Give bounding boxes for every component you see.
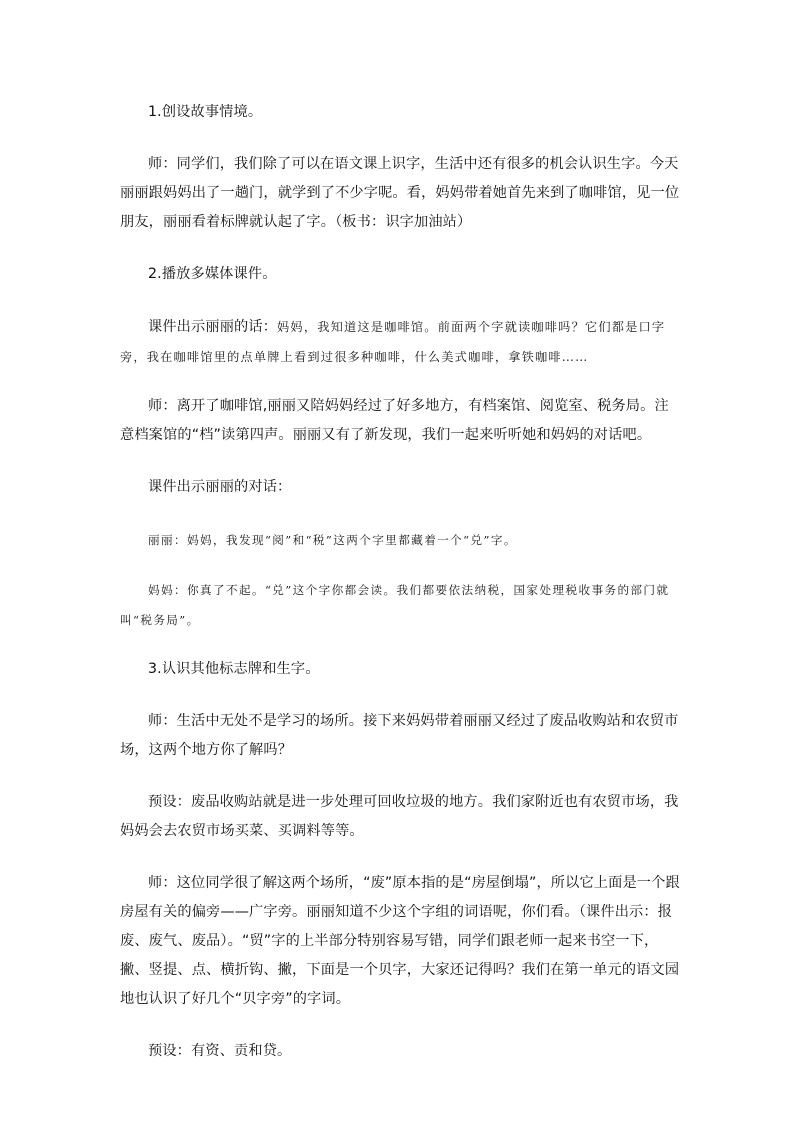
dialogue-mom: 妈妈：你真了不起。“兑”这个字你都会读。我们都要依法纳税，国家处理税收事务的部门就叫“税务局”。 <box>120 583 670 627</box>
teacher-paragraph-places: 师：离开了咖啡馆,丽丽又陪妈妈经过了好多地方，有档案馆、阅览室、税务局。注意档案馆的“档”读第四声。丽丽又有了新发现，我们一起来听听她和妈妈的对话吧。 <box>120 398 669 443</box>
teacher-paragraph-characters: 师：这位同学很了解这两个场所，“废”原本指的是“房屋倒塌”，所以它上面是一个跟房屋有关的偏旁——广字旁。丽丽知道不少这个字组的词语呢，你们看。（课件出示：报废、废气、废品）。“贸”字的上半部分特别容易写错，同学们跟老师一起来书空一下，撇、竖提、点、横折钩、撇，下面是一个贝字，大家还记得吗？我们在第一单元的语文园地也认识了好几个“贝字旁”的字词。 <box>120 875 680 1007</box>
teacher-paragraph-intro: 师：同学们，我们除了可以在语文课上识字，生活中还有很多的机会认识生字。今天丽丽跟妈妈出了一趟门，就学到了不少字呢。看，妈妈带着她首先来到了咖啡馆，见一位朋友，丽丽看着标牌就认起了字。（板书：识字加油站） <box>120 156 680 230</box>
lili-quote: 妈妈，我知道这是咖啡馆。前面两个字就读咖啡吗？它们都是口字旁，我在咖啡馆里的点单牌上看到过很多种咖啡，什么美式咖啡，拿铁咖啡…… <box>120 320 666 364</box>
dialogue-lili: 丽丽：妈妈，我发现“阅”和“税”这两个字里都藏着一个“兑”字。 <box>148 533 517 547</box>
step-1-heading: 1.创设故事情境。 <box>148 104 263 120</box>
preset-answer-1: 预设：废品收购站就是进一步处理可回收垃圾的地方。我们家附近也有农贸市场，我妈妈会去农贸市场买菜、买调料等等。 <box>120 794 679 839</box>
teacher-paragraph-market: 师：生活中无处不是学习的场所。接下来妈妈带着丽丽又经过了废品收购站和农贸市场，这两个地方你了解吗？ <box>120 713 679 758</box>
step-3-heading: 3.认识其他标志牌和生字。 <box>148 661 320 677</box>
courseware-lead: 课件出示丽丽的话： <box>148 319 278 335</box>
preset-answer-2: 预设：有资、贡和贷。 <box>148 1043 292 1059</box>
step-2-heading: 2.播放多媒体课件。 <box>148 266 277 282</box>
document-page <box>120 98 680 1089</box>
lili-quote-paragraph <box>120 312 680 372</box>
courseware-dialogue-lead: 课件出示丽丽的对话： <box>148 479 292 495</box>
